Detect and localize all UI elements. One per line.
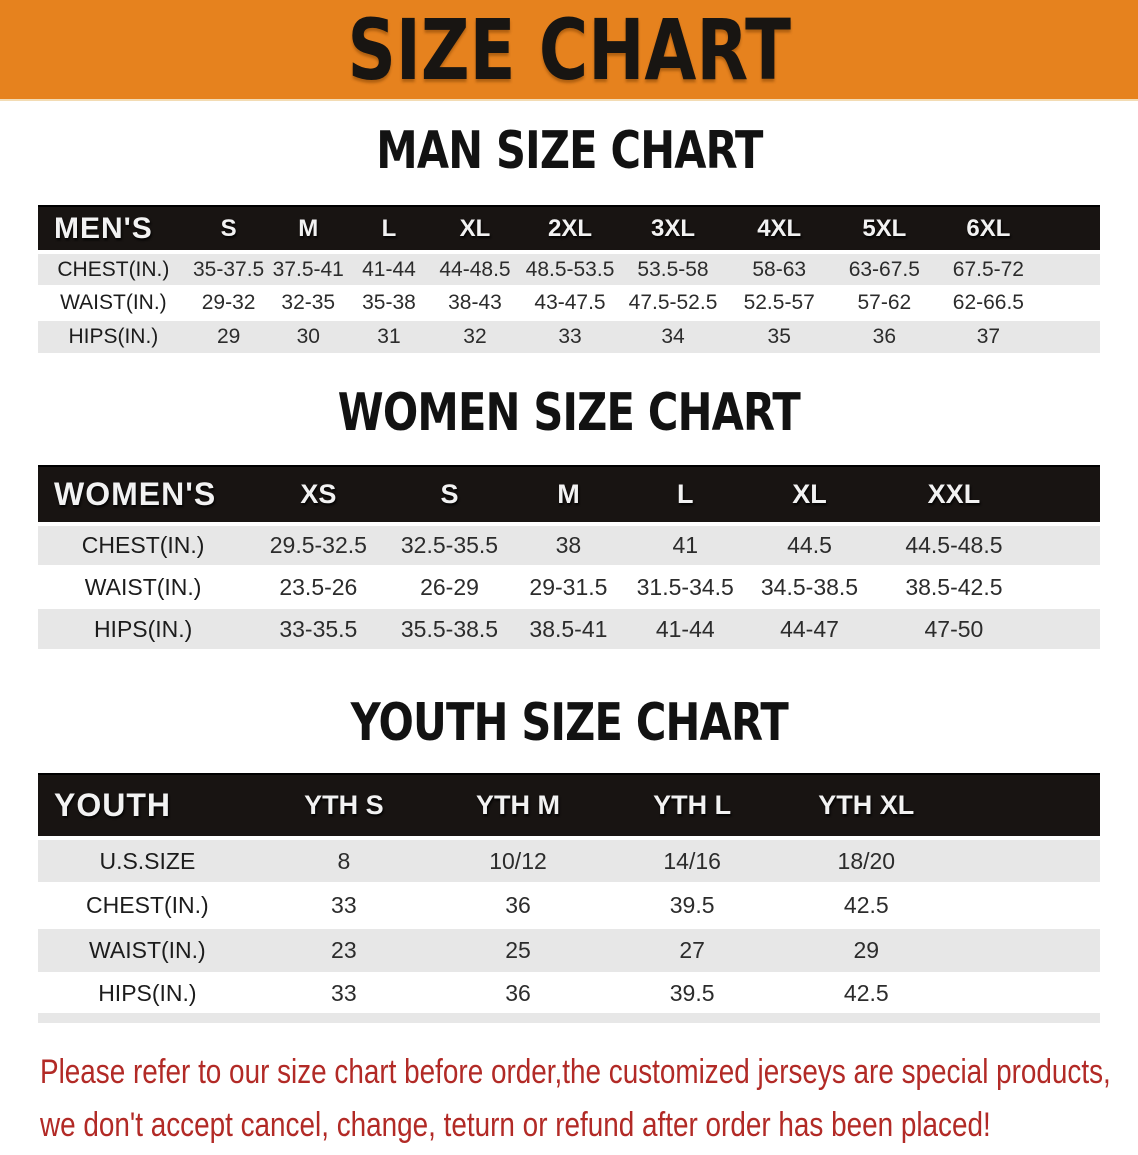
measurement-value: 29 xyxy=(189,320,269,354)
disclaimer-line-1-text: Please refer to our size chart before order,the customized jerseys are special products, xyxy=(40,1053,1111,1091)
measurement-value: 33 xyxy=(257,973,431,1018)
measurement-value: 33 xyxy=(257,883,431,928)
measurement-value: 29-31.5 xyxy=(511,566,627,608)
youth-section-heading-text: YOUTH SIZE CHART xyxy=(350,693,788,753)
measurement-value: 35.5-38.5 xyxy=(388,608,510,650)
size-header-row xyxy=(38,774,1100,838)
measurement-row xyxy=(38,973,1100,1018)
women-size-table xyxy=(38,465,1100,651)
measurement-value: 42.5 xyxy=(779,973,953,1018)
measurement-value: 8 xyxy=(257,838,431,883)
measurement-value: 35-38 xyxy=(348,286,430,320)
measurement-value: 44.5 xyxy=(744,524,875,566)
size-column-header: 3XL xyxy=(620,206,726,252)
youth-size-table xyxy=(38,773,1100,1023)
size-header-row xyxy=(38,206,1100,252)
measurement-label: HIPS(IN.) xyxy=(38,320,189,354)
measurement-value: 44.5-48.5 xyxy=(875,524,1033,566)
measurement-row xyxy=(38,608,1100,650)
measurement-value: 44-47 xyxy=(744,608,875,650)
measurement-value: 29 xyxy=(779,928,953,973)
measurement-value: 57-62 xyxy=(832,286,936,320)
measurement-value: 38.5-41 xyxy=(511,608,627,650)
disclaimer-line-2 xyxy=(40,1102,1138,1155)
measurement-value: 32-35 xyxy=(268,286,348,320)
youth-size-section xyxy=(0,693,1138,1023)
measurement-value: 29.5-32.5 xyxy=(248,524,388,566)
size-column-header: XXL xyxy=(875,466,1033,524)
size-column-header: S xyxy=(388,466,510,524)
measurement-row xyxy=(38,524,1100,566)
measurement-value: 38.5-42.5 xyxy=(875,566,1033,608)
measurement-value: 43-47.5 xyxy=(520,286,620,320)
measurement-label: U.S.SIZE xyxy=(38,838,257,883)
size-column-header: S xyxy=(189,206,269,252)
measurement-value: 35 xyxy=(726,320,832,354)
women-section-heading xyxy=(0,383,1138,443)
men-section-heading-text: MAN SIZE CHART xyxy=(375,121,763,181)
size-column-header: XL xyxy=(744,466,875,524)
measurement-value: 31 xyxy=(348,320,430,354)
measurement-row xyxy=(38,838,1100,883)
measurement-value: 35-37.5 xyxy=(189,252,269,286)
banner-title: SIZE CHART xyxy=(347,0,791,99)
size-column-header: YTH S xyxy=(257,774,431,838)
measurement-value: 62-66.5 xyxy=(936,286,1040,320)
measurement-value: 10/12 xyxy=(431,838,605,883)
header-spacer xyxy=(1040,206,1100,252)
measurement-value: 32 xyxy=(430,320,520,354)
measurement-value: 33 xyxy=(520,320,620,354)
measurement-value: 52.5-57 xyxy=(726,286,832,320)
measurement-value: 47.5-52.5 xyxy=(620,286,726,320)
women-size-section xyxy=(0,383,1138,651)
measurement-value: 37.5-41 xyxy=(268,252,348,286)
header-spacer xyxy=(1033,466,1100,524)
measurement-label: CHEST(IN.) xyxy=(38,883,257,928)
measurement-value: 26-29 xyxy=(388,566,510,608)
measurement-value: 37 xyxy=(936,320,1040,354)
disclaimer-note xyxy=(40,1049,1138,1155)
youth-section-heading xyxy=(0,693,1138,753)
measurement-value: 42.5 xyxy=(779,883,953,928)
disclaimer-line-1 xyxy=(40,1049,1138,1102)
header-spacer xyxy=(953,774,1100,838)
table-group-label: WOMEN'S xyxy=(38,466,248,524)
measurement-label: WAIST(IN.) xyxy=(38,566,248,608)
measurement-value: 34 xyxy=(620,320,726,354)
row-spacer xyxy=(953,973,1100,1018)
size-column-header: YTH XL xyxy=(779,774,953,838)
measurement-value: 38 xyxy=(511,524,627,566)
measurement-row xyxy=(38,566,1100,608)
table-group-label: MEN'S xyxy=(38,206,189,252)
measurement-value: 38-43 xyxy=(430,286,520,320)
men-size-table xyxy=(38,205,1100,355)
measurement-row xyxy=(38,883,1100,928)
row-spacer xyxy=(953,883,1100,928)
measurement-label: HIPS(IN.) xyxy=(38,608,248,650)
measurement-value: 36 xyxy=(431,973,605,1018)
size-column-header: L xyxy=(348,206,430,252)
banner xyxy=(0,0,1138,101)
row-spacer xyxy=(1040,286,1100,320)
measurement-value: 58-63 xyxy=(726,252,832,286)
measurement-row xyxy=(38,320,1100,354)
row-spacer xyxy=(953,838,1100,883)
measurement-value: 32.5-35.5 xyxy=(388,524,510,566)
measurement-row xyxy=(38,286,1100,320)
measurement-value: 14/16 xyxy=(605,838,779,883)
men-size-section xyxy=(0,121,1138,355)
measurement-value: 41 xyxy=(626,524,744,566)
measurement-value: 41-44 xyxy=(348,252,430,286)
size-column-header: YTH L xyxy=(605,774,779,838)
row-spacer xyxy=(1033,524,1100,566)
measurement-value: 53.5-58 xyxy=(620,252,726,286)
table-group-label: YOUTH xyxy=(38,774,257,838)
measurement-value: 48.5-53.5 xyxy=(520,252,620,286)
measurement-label: CHEST(IN.) xyxy=(38,524,248,566)
measurement-label: WAIST(IN.) xyxy=(38,286,189,320)
size-header-row xyxy=(38,466,1100,524)
measurement-value: 44-48.5 xyxy=(430,252,520,286)
measurement-value: 33-35.5 xyxy=(248,608,388,650)
size-column-header: 4XL xyxy=(726,206,832,252)
measurement-row xyxy=(38,252,1100,286)
size-column-header: M xyxy=(511,466,627,524)
measurement-label: WAIST(IN.) xyxy=(38,928,257,973)
size-column-header: XL xyxy=(430,206,520,252)
measurement-label: CHEST(IN.) xyxy=(38,252,189,286)
measurement-value: 31.5-34.5 xyxy=(626,566,744,608)
measurement-value: 34.5-38.5 xyxy=(744,566,875,608)
measurement-value: 25 xyxy=(431,928,605,973)
size-column-header: 6XL xyxy=(936,206,1040,252)
row-spacer xyxy=(1040,320,1100,354)
row-spacer xyxy=(1040,252,1100,286)
row-spacer xyxy=(953,928,1100,973)
measurement-value: 18/20 xyxy=(779,838,953,883)
measurement-label: HIPS(IN.) xyxy=(38,973,257,1018)
row-spacer xyxy=(1033,608,1100,650)
measurement-value: 23 xyxy=(257,928,431,973)
measurement-value: 23.5-26 xyxy=(248,566,388,608)
men-section-heading xyxy=(0,121,1138,181)
measurement-value: 39.5 xyxy=(605,973,779,1018)
measurement-value: 30 xyxy=(268,320,348,354)
size-column-header: L xyxy=(626,466,744,524)
row-spacer xyxy=(1033,566,1100,608)
size-column-header: XS xyxy=(248,466,388,524)
measurement-value: 63-67.5 xyxy=(832,252,936,286)
size-column-header: 2XL xyxy=(520,206,620,252)
measurement-value: 47-50 xyxy=(875,608,1033,650)
measurement-value: 39.5 xyxy=(605,883,779,928)
measurement-value: 27 xyxy=(605,928,779,973)
measurement-value: 29-32 xyxy=(189,286,269,320)
women-section-heading-text: WOMEN SIZE CHART xyxy=(337,383,801,443)
measurement-row xyxy=(38,928,1100,973)
measurement-value: 41-44 xyxy=(626,608,744,650)
size-column-header: M xyxy=(268,206,348,252)
measurement-value: 36 xyxy=(832,320,936,354)
measurement-value: 67.5-72 xyxy=(936,252,1040,286)
measurement-value: 36 xyxy=(431,883,605,928)
disclaimer-line-2-text: we don't accept cancel, change, teturn or refund after order has been placed! xyxy=(40,1106,991,1144)
size-column-header: YTH M xyxy=(431,774,605,838)
size-column-header: 5XL xyxy=(832,206,936,252)
